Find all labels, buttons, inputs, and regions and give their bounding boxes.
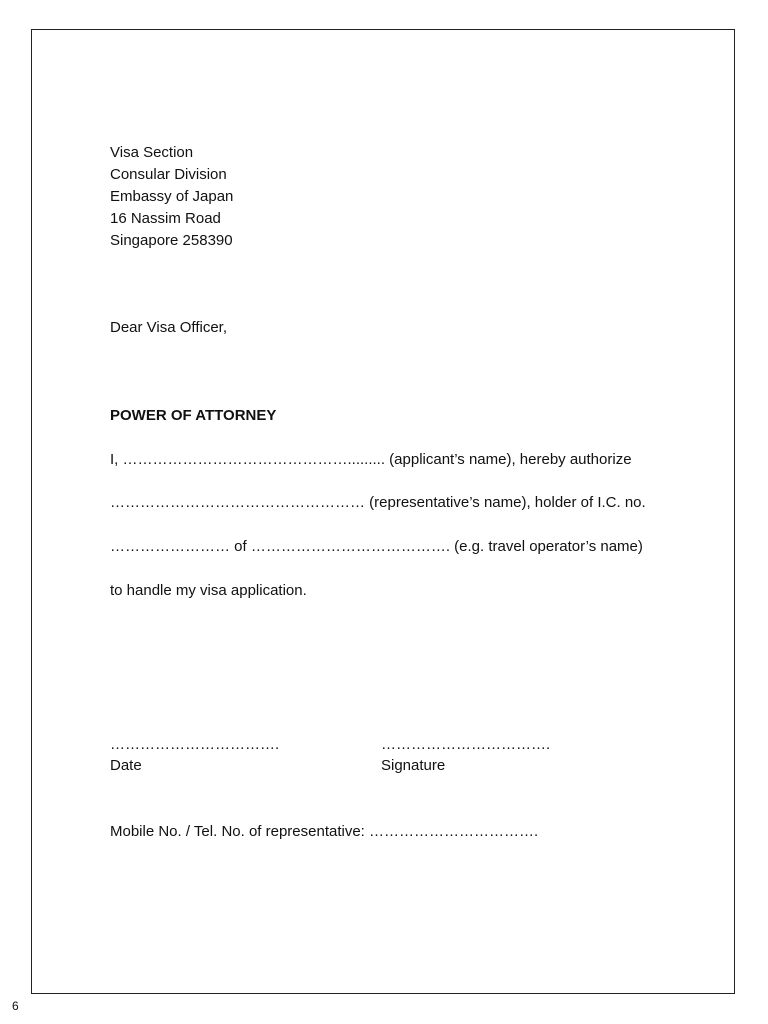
signature-dots: ……………………………. — [381, 736, 551, 753]
signature-label: Signature — [381, 757, 446, 774]
body-line-purpose: to handle my visa application. — [110, 582, 307, 599]
body-line-operator: …………………… of …………………………………. (e.g. travel operator’s name) — [110, 538, 643, 555]
body-line-representative: …………………………………………… (representative’s name), holder of I.C. no. — [110, 494, 646, 511]
contact-line: Mobile No. / Tel. No. of representative: ……………………………. — [110, 823, 539, 840]
address-line-2: Consular Division — [110, 166, 227, 183]
address-line-4: 16 Nassim Road — [110, 210, 221, 227]
date-label: Date — [110, 757, 142, 774]
page-number: 6 — [12, 999, 19, 1013]
date-dots: ……………………………. — [110, 736, 280, 753]
address-line-5: Singapore 258390 — [110, 232, 233, 249]
address-line-1: Visa Section — [110, 144, 194, 161]
salutation: Dear Visa Officer, — [110, 319, 227, 336]
document-heading: POWER OF ATTORNEY — [110, 407, 277, 424]
address-line-3: Embassy of Japan — [110, 188, 234, 205]
body-line-applicant: I, ………………………………………......... (applicant’s name), hereby authorize — [110, 451, 632, 468]
